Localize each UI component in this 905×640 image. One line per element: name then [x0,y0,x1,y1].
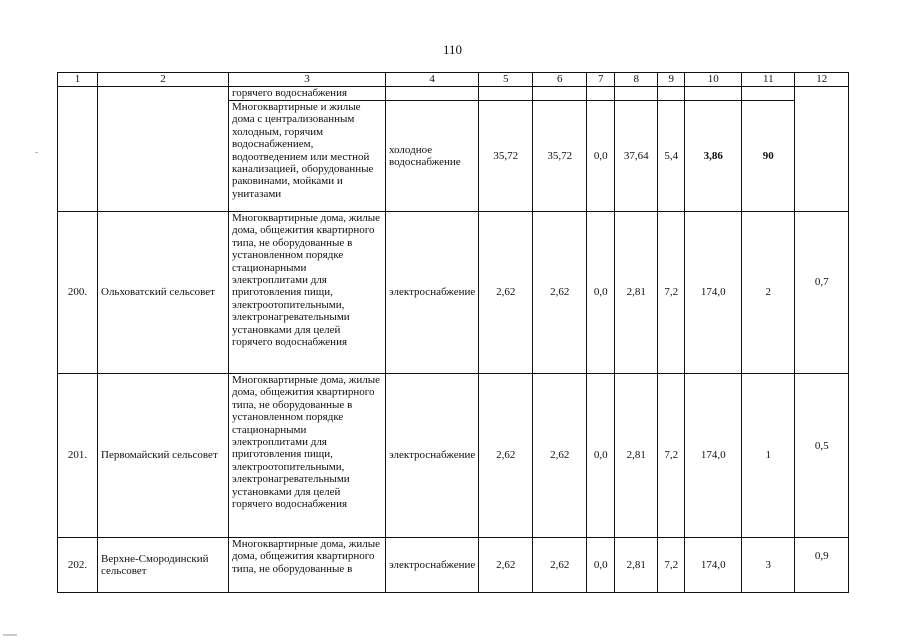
cell-c5: 35,72 [479,101,533,212]
cell-empty [587,87,615,101]
cell-empty [615,87,658,101]
cell-c5: 2,62 [479,212,533,374]
cell-desc: Многоквартирные дома, жилые дома, общежития квартирного типа, не оборудованные в [229,538,386,593]
continuation-row [58,87,849,101]
cell-c11: 1 [742,374,795,538]
cell-c9: 7,2 [658,374,685,538]
cell-service: электроснабжение [386,374,479,538]
cell-empty [479,87,533,101]
cell-c9: 5,4 [658,101,685,212]
cell-c10: 174,0 [685,212,742,374]
cell-name: Ольховатский сельсовет [98,212,229,374]
cell-empty [386,87,479,101]
cell-c6: 2,62 [533,538,587,593]
col-header-1: 1 [58,73,98,87]
cell-desc: Многоквартирные и жилые дома с централизованным холодным, горячим водоснабжением, водоотведением или местной канализацией, оборудованные раковинами, мойками и унитазами [229,101,386,212]
cell-no: 202. [58,538,98,593]
cell-c6: 2,62 [533,374,587,538]
col-header-8: 8 [615,73,658,87]
cell-name [98,101,229,212]
cell-no: 201. [58,374,98,538]
cell-c8: 37,64 [615,101,658,212]
tariff-table [57,72,849,593]
cell-name [98,87,229,101]
cell-desc-tail: горячего водоснабжения [229,87,386,101]
col-header-4: 4 [386,73,479,87]
col-header-7: 7 [587,73,615,87]
scan-artifact [3,634,17,636]
cell-name: Первомайский сельсовет [98,374,229,538]
cell-c6: 35,72 [533,101,587,212]
col-header-5: 5 [479,73,533,87]
cell-empty [658,87,685,101]
cell-c5: 2,62 [479,538,533,593]
cell-c5: 2,62 [479,374,533,538]
cell-service: электроснабжение [386,538,479,593]
cell-name: Верхне-Смородинский сельсовет [98,538,229,593]
cell-c10: 174,0 [685,538,742,593]
cell-c10: 3,86 [685,101,742,212]
table-row [58,538,849,593]
cell-c7: 0,0 [587,212,615,374]
table-row [58,374,849,538]
cell-c9: 7,2 [658,538,685,593]
cell-c7: 0,0 [587,374,615,538]
cell-c11: 3 [742,538,795,593]
col-header-10: 10 [685,73,742,87]
cell-c12: 0,9 [795,538,849,593]
cell-c12-merged [795,87,849,212]
cell-desc: Многоквартирные дома, жилые дома, общежития квартирного типа, не оборудованные в установленном порядке стационарными электроплитами для приготовления пищи, электроотопительными, электронагревательными установками для целей горячего водоснабжения [229,212,386,374]
col-header-11: 11 [742,73,795,87]
cell-service: электроснабжение [386,212,479,374]
col-header-9: 9 [658,73,685,87]
cell-c12: 0,7 [795,212,849,374]
cell-no [58,87,98,101]
table-row [58,101,849,212]
cell-c8: 2,81 [615,212,658,374]
table-row [58,212,849,374]
cell-desc: Многоквартирные дома, жилые дома, общежития квартирного типа, не оборудованные в установленном порядке стационарными электроплитами для приготовления пищи, электроотопительными, электронагревательными установками для целей горячего водоснабжения [229,374,386,538]
cell-c10: 174,0 [685,374,742,538]
cell-no [58,101,98,212]
cell-c11: 90 [742,101,795,212]
cell-c8: 2,81 [615,374,658,538]
cell-empty [533,87,587,101]
cell-empty [742,87,795,101]
cell-c7: 0,0 [587,538,615,593]
col-header-2: 2 [98,73,229,87]
cell-c11: 2 [742,212,795,374]
cell-c7: 0,0 [587,101,615,212]
cell-empty [685,87,742,101]
column-number-row [58,73,849,87]
col-header-12: 12 [795,73,849,87]
col-header-3: 3 [229,73,386,87]
page-number: 110 [442,42,463,57]
cell-no: 200. [58,212,98,374]
scan-speck [35,152,38,153]
cell-c12: 0,5 [795,374,849,538]
col-header-6: 6 [533,73,587,87]
cell-c8: 2,81 [615,538,658,593]
cell-c6: 2,62 [533,212,587,374]
cell-c9: 7,2 [658,212,685,374]
cell-service: холодное водоснабжение [386,101,479,212]
